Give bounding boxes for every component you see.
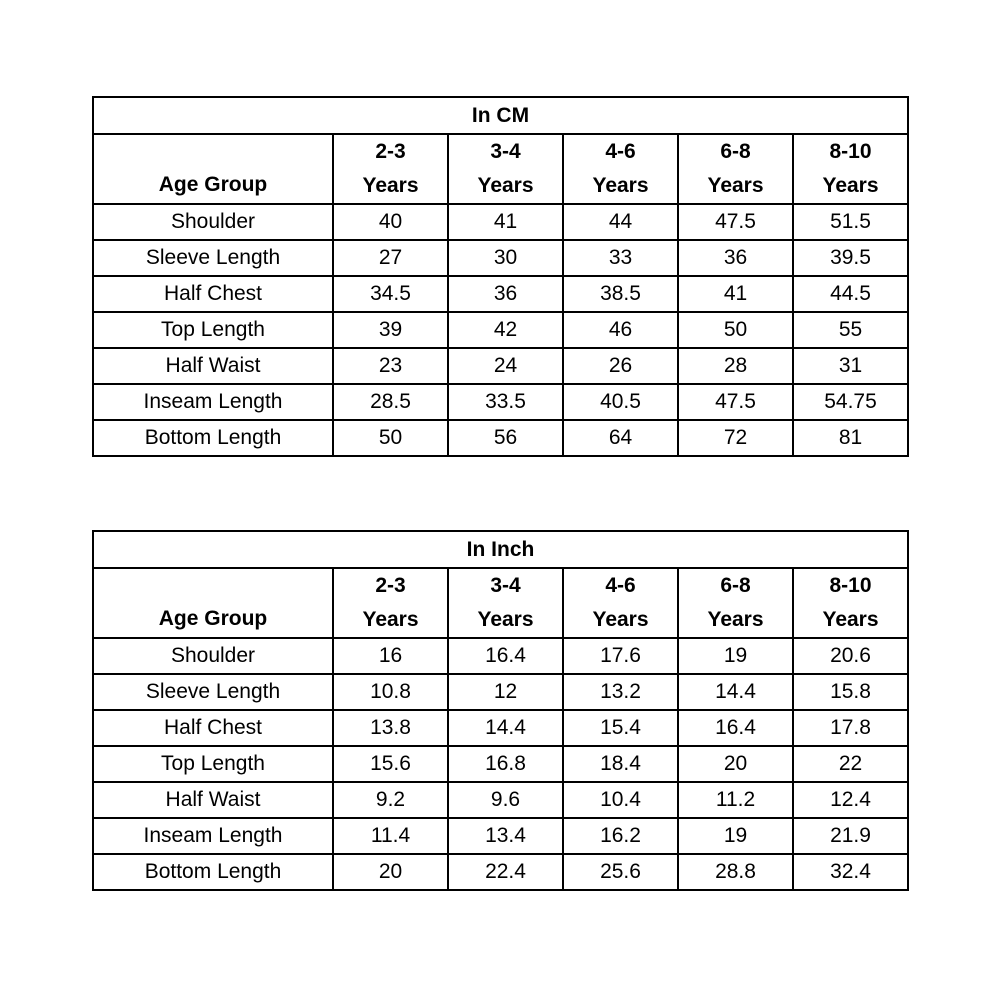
measurement-value: 54.75: [793, 384, 908, 420]
measurement-value: 28: [678, 348, 793, 384]
measurement-value: 15.8: [793, 674, 908, 710]
measurement-label: Half Chest: [93, 276, 333, 312]
measurement-value: 34.5: [333, 276, 448, 312]
measurement-value: 16.2: [563, 818, 678, 854]
age-column-header: [793, 568, 908, 638]
measurement-value: 81: [793, 420, 908, 456]
table-body: [93, 638, 908, 890]
measurement-value: 17.6: [563, 638, 678, 674]
measurement-value: 31: [793, 348, 908, 384]
age-range: 3-4: [490, 574, 521, 597]
measurement-value: 55: [793, 312, 908, 348]
age-column-header: [678, 134, 793, 204]
measurement-label: Sleeve Length: [93, 240, 333, 276]
age-unit: Years: [477, 174, 534, 197]
measurement-value: 47.5: [678, 204, 793, 240]
measurement-value: 16.4: [448, 638, 563, 674]
measurement-value: 26: [563, 348, 678, 384]
age-unit: Years: [592, 608, 649, 631]
age-range: 4-6: [605, 574, 636, 597]
measurement-value: 9.2: [333, 782, 448, 818]
measurement-value: 46: [563, 312, 678, 348]
measurement-value: 19: [678, 818, 793, 854]
measurement-value: 24: [448, 348, 563, 384]
measurement-value: 14.4: [448, 710, 563, 746]
measurement-value: 22: [793, 746, 908, 782]
measurement-value: 16: [333, 638, 448, 674]
measurement-label: Half Waist: [93, 782, 333, 818]
measurement-value: 22.4: [448, 854, 563, 890]
age-range: 8-10: [829, 574, 872, 597]
measurement-label: Shoulder: [93, 204, 333, 240]
measurement-value: 11.2: [678, 782, 793, 818]
age-column-header: [563, 568, 678, 638]
measurement-label: Bottom Length: [93, 420, 333, 456]
measurement-label: Half Waist: [93, 348, 333, 384]
measurement-value: 10.4: [563, 782, 678, 818]
header-row: [93, 134, 908, 204]
table-row: [93, 384, 908, 420]
measurement-value: 64: [563, 420, 678, 456]
table-row: [93, 204, 908, 240]
measurement-value: 41: [678, 276, 793, 312]
age-unit: Years: [362, 608, 419, 631]
age-unit: Years: [707, 608, 764, 631]
age-range: 6-8: [720, 140, 751, 163]
header-row: [93, 568, 908, 638]
age-range: 6-8: [720, 574, 751, 597]
measurement-value: 50: [678, 312, 793, 348]
table-row: [93, 710, 908, 746]
age-range: 4-6: [605, 140, 636, 163]
measurement-value: 39: [333, 312, 448, 348]
measurement-label: Top Length: [93, 746, 333, 782]
measurement-value: 18.4: [563, 746, 678, 782]
measurement-value: 12: [448, 674, 563, 710]
measurement-value: 72: [678, 420, 793, 456]
measurement-label: Shoulder: [93, 638, 333, 674]
age-unit: Years: [592, 174, 649, 197]
measurement-value: 20.6: [793, 638, 908, 674]
measurement-value: 33: [563, 240, 678, 276]
age-column-header: [448, 134, 563, 204]
measurement-value: 51.5: [793, 204, 908, 240]
age-column-header: [793, 134, 908, 204]
table-row: [93, 638, 908, 674]
size-chart-inch-table: [92, 530, 909, 891]
measurement-value: 19: [678, 638, 793, 674]
measurement-value: 44.5: [793, 276, 908, 312]
measurement-value: 28.8: [678, 854, 793, 890]
measurement-label: Inseam Length: [93, 384, 333, 420]
measurement-value: 42: [448, 312, 563, 348]
measurement-value: 25.6: [563, 854, 678, 890]
measurement-value: 33.5: [448, 384, 563, 420]
measurement-value: 9.6: [448, 782, 563, 818]
table-row: [93, 240, 908, 276]
measurement-value: 27: [333, 240, 448, 276]
age-column-header: [333, 134, 448, 204]
table-row: [93, 312, 908, 348]
measurement-value: 13.2: [563, 674, 678, 710]
age-range: 3-4: [490, 140, 521, 163]
age-unit: Years: [362, 174, 419, 197]
measurement-label: Half Chest: [93, 710, 333, 746]
measurement-value: 41: [448, 204, 563, 240]
measurement-value: 20: [678, 746, 793, 782]
age-range: 2-3: [375, 574, 406, 597]
table-body: [93, 204, 908, 456]
measurement-value: 40.5: [563, 384, 678, 420]
measurement-label: Bottom Length: [93, 854, 333, 890]
table-row: [93, 746, 908, 782]
measurement-value: 21.9: [793, 818, 908, 854]
age-column-header: [563, 134, 678, 204]
table-row: [93, 854, 908, 890]
measurement-value: 15.4: [563, 710, 678, 746]
measurement-value: 47.5: [678, 384, 793, 420]
measurement-value: 30: [448, 240, 563, 276]
measurement-value: 12.4: [793, 782, 908, 818]
size-chart-cm-table: [92, 96, 909, 457]
age-group-header: Age Group: [93, 134, 333, 204]
measurement-value: 39.5: [793, 240, 908, 276]
measurement-value: 11.4: [333, 818, 448, 854]
measurement-value: 10.8: [333, 674, 448, 710]
measurement-value: 20: [333, 854, 448, 890]
age-unit: Years: [477, 608, 534, 631]
measurement-value: 36: [678, 240, 793, 276]
age-unit: Years: [707, 174, 764, 197]
measurement-label: Top Length: [93, 312, 333, 348]
age-range: 8-10: [829, 140, 872, 163]
table-row: [93, 818, 908, 854]
measurement-value: 16.8: [448, 746, 563, 782]
table-row: [93, 348, 908, 384]
measurement-value: 14.4: [678, 674, 793, 710]
age-unit: Years: [822, 608, 879, 631]
age-range: 2-3: [375, 140, 406, 163]
measurement-value: 50: [333, 420, 448, 456]
measurement-value: 16.4: [678, 710, 793, 746]
table-title: In Inch: [93, 531, 908, 568]
table-row: [93, 782, 908, 818]
measurement-value: 40: [333, 204, 448, 240]
measurement-value: 56: [448, 420, 563, 456]
table-row: [93, 420, 908, 456]
table-title: In CM: [93, 97, 908, 134]
measurement-label: Inseam Length: [93, 818, 333, 854]
measurement-value: 15.6: [333, 746, 448, 782]
table-row: [93, 276, 908, 312]
table-row: [93, 674, 908, 710]
measurement-value: 23: [333, 348, 448, 384]
age-column-header: [333, 568, 448, 638]
measurement-value: 13.8: [333, 710, 448, 746]
measurement-label: Sleeve Length: [93, 674, 333, 710]
age-column-header: [448, 568, 563, 638]
measurement-value: 38.5: [563, 276, 678, 312]
measurement-value: 17.8: [793, 710, 908, 746]
measurement-value: 36: [448, 276, 563, 312]
measurement-value: 32.4: [793, 854, 908, 890]
measurement-value: 44: [563, 204, 678, 240]
age-column-header: [678, 568, 793, 638]
measurement-value: 13.4: [448, 818, 563, 854]
age-group-header: Age Group: [93, 568, 333, 638]
age-unit: Years: [822, 174, 879, 197]
measurement-value: 28.5: [333, 384, 448, 420]
